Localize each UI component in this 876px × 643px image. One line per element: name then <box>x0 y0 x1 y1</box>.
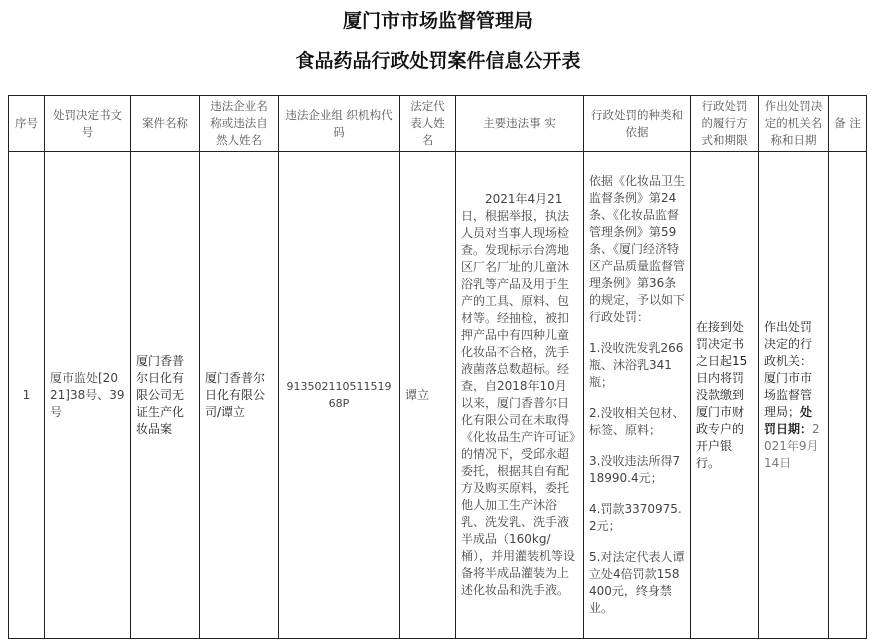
header-doc-no: 处罚决定书文 号 <box>45 96 131 152</box>
cell-party: 厦门香普尔日化有限公司/谭立 <box>200 152 279 639</box>
penalty-basis: 依据《化妆品卫生监督条例》第24条、《化妆品监督管理条例》第59条、《厦门经济特区产品质量监督管理条例》第36条的规定，予以如下行政处罚： <box>589 174 686 324</box>
authority-text: 作出处罚决定的行政机关：厦门市市场监督管理局； <box>764 319 813 419</box>
header-penalty: 行政处罚的种类和依据 <box>584 96 691 152</box>
header-legal-rep: 法定代表人姓 名 <box>400 96 456 152</box>
cell-authority <box>759 152 829 639</box>
cell-doc-no: 厦市监处[2021]38号、39号 <box>45 152 131 639</box>
date-label: 处罚日期： <box>764 404 813 436</box>
penalty-item: 2.没收相关包材、标签、原料； <box>589 406 685 437</box>
cell-org-code: 91350211051151968P <box>279 152 400 639</box>
header-org-code: 违法企业组 织机构代码 <box>279 96 400 152</box>
header-remark: 备 注 <box>829 96 867 152</box>
cell-penalty <box>584 152 691 639</box>
penalty-item: 3.没收违法所得718990.4元； <box>589 454 681 485</box>
header-index: 序号 <box>9 96 45 152</box>
cell-legal-rep: 谭立 <box>400 152 456 639</box>
header-row <box>9 96 867 152</box>
penalty-item: 5.对法定代表人谭立处4倍罚款158400元，终身禁业。 <box>589 550 685 615</box>
cell-remark <box>829 152 867 639</box>
header-authority: 作出处罚决定的机关名称和日期 <box>759 96 829 152</box>
penalty-item: 4.罚款3370975.2元； <box>589 502 682 533</box>
penalty-item: 1.没收洗发乳266瓶、沐浴乳341瓶； <box>589 341 684 389</box>
penalty-table <box>8 95 867 639</box>
cell-case-name: 厦门香普尔日化有限公司无证生产化妆品案 <box>131 152 200 639</box>
header-facts: 主要违法事 实 <box>456 96 584 152</box>
header-execution: 行政处罚的履行方式和期限 <box>691 96 759 152</box>
penalty-date: 2021年9月14日 <box>764 421 820 470</box>
cell-execution: 在接到处罚决定书之日起15日内将罚没款缴到厦门市财政专户的开户银行。 <box>691 152 759 639</box>
header-case-name: 案件名称 <box>131 96 200 152</box>
table-row <box>9 152 867 639</box>
page-title: 厦门市市场监督管理局 <box>342 10 533 32</box>
cell-facts: 2021年4月21日，根据举报，执法人员对当事人现场检查。发现标示台湾地区厂名厂址的儿童沐浴乳等产品及用于生产的工具、原料、包材等。经抽检，被扣押产品中有四种儿童化妆品不合格，洗手液菌落总数超标。经查，自2018年10月以来，厦门香普尔日化有限公司在未取得《化妆品生产许可证》的情况下，受邱永超委托，根据其自有配方及购买原料，委托他人加工生产沐浴乳、洗发乳、洗手液半成品（160kg/桶），并用灌装机等设备将半成品灌装为上述化妆品和洗手液。 <box>456 152 584 639</box>
page-subtitle: 食品药品行政处罚案件信息公开表 <box>295 50 581 72</box>
cell-index: 1 <box>9 152 45 639</box>
header-party: 违法企业名称或违法自然人姓名 <box>200 96 279 152</box>
